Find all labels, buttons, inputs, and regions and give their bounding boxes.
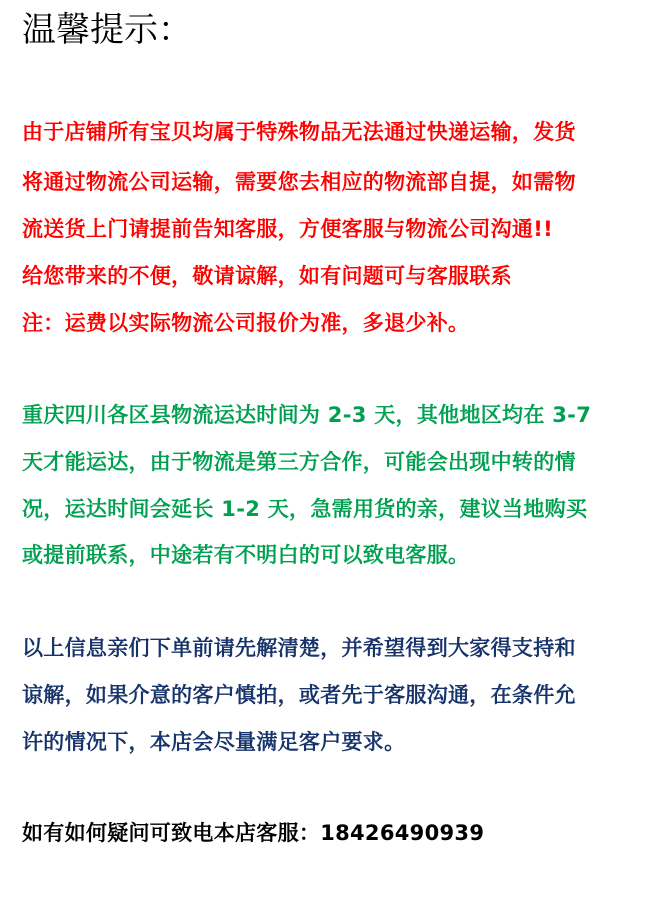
notice-line: 流送货上门请提前告知客服，方便客服与物流公司沟通!! xyxy=(22,217,553,241)
notice-line: 由于店铺所有宝贝均属于特殊物品无法通过快递运输，发货 xyxy=(22,120,576,144)
notice-line: 给您带来的不便，敬请谅解，如有问题可与客服联系 xyxy=(22,264,512,288)
page-title: 温馨提示： xyxy=(22,10,192,50)
info-line: 许的情况下，本店会尽量满足客户要求。 xyxy=(22,730,406,754)
notice-line: 将通过物流公司运输，需要您去相应的物流部自提，如需物 xyxy=(22,170,576,194)
shipping-line: 况，运达时间会延长 1-2 天，急需用货的亲，建议当地购买 xyxy=(22,497,588,521)
info-line: 谅解，如果介意的客户慎拍，或者先于客服沟通，在条件允 xyxy=(22,683,576,707)
shipping-line: 或提前联系，中途若有不明白的可以致电客服。 xyxy=(22,543,470,567)
shipping-line: 重庆四川各区县物流运达时间为 2-3 天，其他地区均在 3-7 xyxy=(22,403,592,427)
contact-line: 如有如何疑问可致电本店客服：18426490939 xyxy=(22,821,485,845)
notice-line: 注：运费以实际物流公司报价为准，多退少补。 xyxy=(22,311,470,335)
shipping-line: 天才能运达，由于物流是第三方合作，可能会出现中转的情 xyxy=(22,450,576,474)
info-line: 以上信息亲们下单前请先解清楚，并希望得到大家得支持和 xyxy=(22,636,576,660)
